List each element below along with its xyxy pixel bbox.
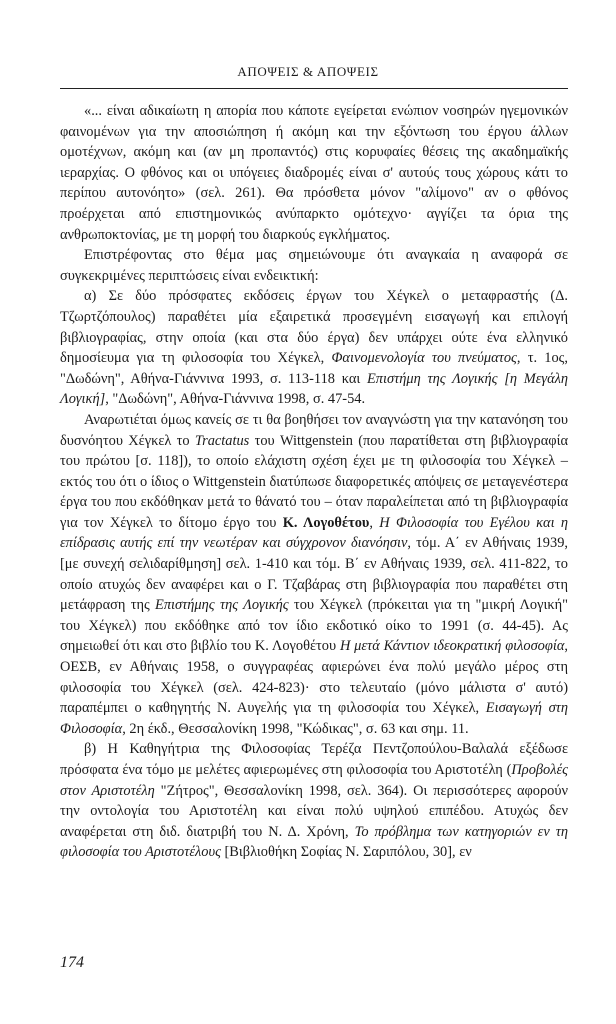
text-segment: του Wittgenstein (που παρατίθεται στη βιβλιογραφία του πρώτου [σ. 118]), το οποίο ελάχιστη σχέση έχει με τη φιλοσοφία του Χέγκελ – εκτός του ότι ο ίδιος ο Wittgenstein διατύπωσε διαφορετικές απόψεις σε μεταγενέστερα έργα του που εκδόθηκαν μετά το θάνατό του – όταν παραλείπεται από τη βιβλιογραφία για τον Χέγκελ το δίτομο έργο του [60, 432, 568, 531]
text-segment: Επιστρέφοντας στο θέμα μας σημειώνουμε ότι αναγκαία η αναφορά σε συγκεκριμένες περιπτώσεις είναι ενδεικτική: [60, 247, 568, 284]
header-rule [60, 88, 568, 89]
text-segment: Κ. Λογοθέτου [282, 514, 370, 531]
text-segment: Η μετά Κάντιον ιδεοκρατική φιλοσοφία [339, 638, 565, 655]
text-segment: Φαινομενολογία του πνεύματος [331, 350, 517, 367]
text-segment: , ΟΕΣΒ, εν Αθήναις 1958, ο συγγραφέας αφιερώνει ένα πολύ μεγάλο μέρος στη φιλοσοφία του Χέγκελ (σελ. 424-823)· στο τελευταίο (μόνο μάλιστα σ' αυτό) παραπέμπει ο καθηγητής Ν. Αυγελής για τη φιλοσοφία του Χέγκελ, [60, 638, 568, 717]
paragraph-item-a [60, 286, 568, 410]
text-segment: «... είναι αδικαίωτη η απορία που κάποτε εγείρεται ενώπιον νοσηρών ηγεμονικών φαινομένων για την αποσιώπηση ή ακόμη και την εξόντωση του έργου άλλων ομοτέχνων, ακόμη και (αν μη προπαντός) στις κορυφαίες θέσεις της ακαδημαϊκής ιεραρχίας. Ο φθόνος και οι υπόγειες διαδρομές είναι σ' αυτούς τους χώρους κάτι το περίπου αυτονόητο» (σελ. 261). Θα πρόσθετα μόνον "αλίμονο" αν ο φθόνος προέρχεται από επιστημονικώς ανύπαρκτο ομότεχνο· αγγίζει τα όρια της ανθρωποκτονίας, με τη μορφή του διαρκούς εγκλήματος. [60, 103, 568, 243]
text-segment: Η Φιλοσοφία του Εγέλου και η επίδρασις αυτής επί την νεωτέραν και σύγχρονον διανόησιν [60, 514, 569, 552]
text-segment: [Βιβλιοθήκη Σοφίας Ν. Σαριπόλου, 30], εν [220, 844, 472, 861]
paragraph-quote [60, 101, 568, 245]
text-segment: "Ζήτρος", Θεσσαλονίκη 1998, σελ. 364). Οι περισσότερες αφορούν την οντολογία του Αριστοτέλη και είναι πολύ υψηλού επιπέδου. Ατυχώς δεν αναφέρεται στη διδ. διατριβή του Ν. Δ. Χρόνη, [60, 782, 569, 840]
page-number: 174 [60, 954, 84, 971]
text-segment: Επιστήμη της Λογικής [η Μεγάλη Λογική] [60, 370, 568, 408]
text-segment: Αναρωτιέται όμως κανείς σε τι θα βοηθήσει τον αναγνώστη για την κατανόηση του δυσνόητου Χέγκελ το [60, 411, 568, 449]
page-body [60, 101, 568, 863]
text-segment: Tractatus [194, 432, 250, 449]
running-header: ΑΠΟΨΕΙΣ & ΑΠΟΨΕΙΣ [237, 64, 379, 79]
text-segment: , "Δωδώνη", Αθήνα-Γιάννινα 1998, σ. 47-54. [105, 391, 366, 408]
text-segment: α) Σε δύο πρόσφατες εκδόσεις έργων του Χέγκελ ο μεταφραστής (Δ. Τζωρτζόπουλος) παραθέτει μία εξαιρετικά προσεγμένη εισαγωγή και επιλογή βιβλιογραφίας, στην οποία (και στα δύο έργα) δεν υπάρχει ούτε ένα ελληνικό δημοσίευμα για τη φιλοσοφία του Χέγκελ, [60, 288, 568, 367]
text-segment: Εισαγωγή στη Φιλοσοφία [60, 700, 568, 737]
text-segment: Το πρόβλημα των κατηγοριών εν τη φιλοσοφία του Αριστοτέλους [60, 823, 569, 861]
paragraph-logothetis [60, 410, 568, 740]
text-segment: , [369, 514, 380, 531]
text-segment: β) Η Καθηγήτρια της Φιλοσοφίας Τερέζα Πεντζοπούλου-Βαλαλά εξέδωσε πρόσφατα ένα τόμο με μελέτες αφιερωμένες στη φιλοσοφία του Αριστοτέλη ( [60, 741, 568, 778]
text-segment: , τ. 1ος, "Δωδώνη", Αθήνα-Γιάννινα 1993, σ. 113-118 και [60, 350, 568, 387]
paragraph-item-b [60, 739, 568, 863]
text-segment: , 2η έκδ., Θεσσαλονίκη 1998, "Κώδικας", σ. 63 και σημ. 11. [122, 720, 469, 737]
text-segment: Προβολές στον Αριστοτέλη [60, 762, 568, 799]
text-segment: , τόμ. Α΄ εν Αθήναις 1939, [με συνεχή σελιδαρίθμηση] σελ. 1-410 και τόμ. Β΄ εν Αθήναις 1939, σελ. 411-822, το οποίο ατυχώς δεν αναφέρει και ο Γ. Τζαβάρας στη βιβλιογραφία που παραθέτει στη μετάφραση της [60, 535, 568, 614]
text-segment: Επιστήμης της Λογικής [155, 597, 289, 614]
text-segment: του Χέγκελ (πρόκειται για τη "μικρή Λογική" του Χέγκελ) που εκδόθηκε από τον ίδιο εκδοτικό οίκο το 1991 (σ. 44-45). Ας σημειωθεί ότι και στο βιβλίο του Κ. Λογοθέτου [60, 597, 569, 655]
paragraph-intro [60, 245, 568, 286]
